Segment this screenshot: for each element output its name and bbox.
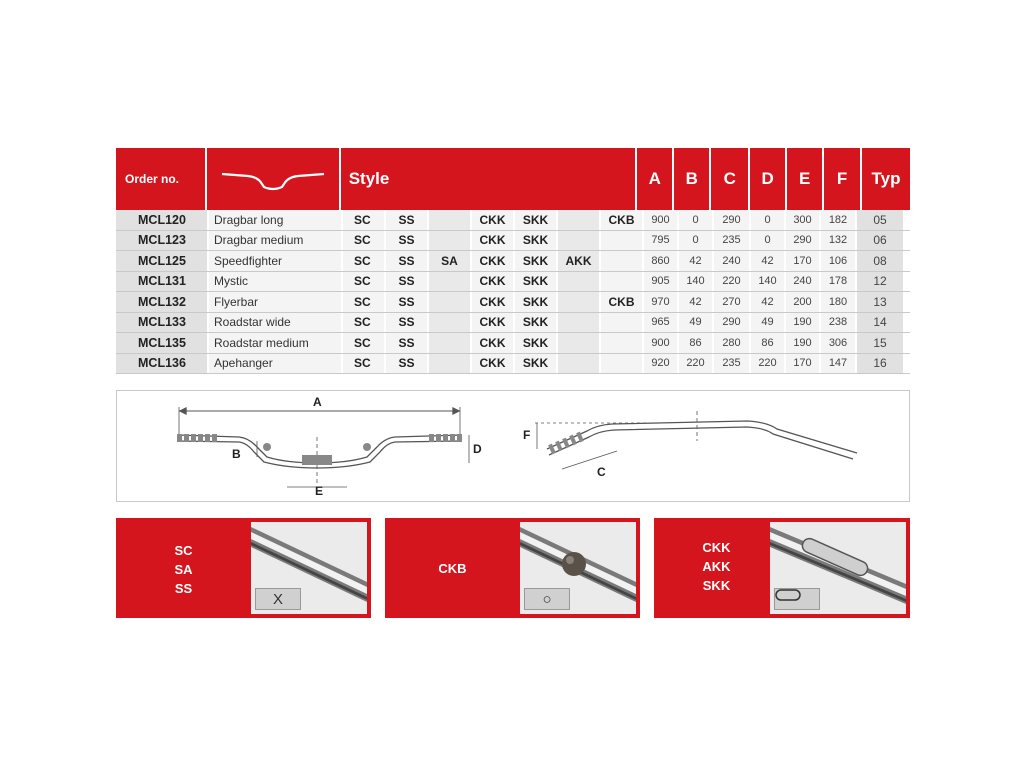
- dimension-label-c: C: [597, 465, 606, 479]
- order-no-cell: MCL123: [116, 231, 207, 251]
- bar-end-photo: [770, 522, 906, 614]
- dim-f-cell: 306: [819, 333, 855, 353]
- dim-e-cell: 190: [784, 313, 819, 333]
- dim-c-cell: 280: [712, 333, 749, 353]
- style-cell: SKK: [513, 210, 556, 230]
- dim-a-cell: 795: [642, 231, 677, 251]
- dim-a-cell: 965: [642, 313, 677, 333]
- table-row: [116, 292, 910, 313]
- style-cell: SKK: [513, 313, 556, 333]
- dim-d-cell: 42: [749, 292, 784, 312]
- dim-f-cell: 147: [819, 354, 855, 374]
- style-cell: SS: [384, 333, 427, 353]
- style-cell: SKK: [513, 354, 556, 374]
- style-cell: [556, 272, 599, 292]
- style-cell: SKK: [513, 231, 556, 251]
- style-cell: CKK: [470, 210, 513, 230]
- style-cell: [556, 210, 599, 230]
- dim-d-cell: 86: [749, 333, 784, 353]
- dim-c-cell: 235: [712, 354, 749, 374]
- model-name-cell: Roadstar medium: [207, 333, 341, 353]
- style-cell: [599, 251, 642, 271]
- style-cell: SS: [384, 210, 427, 230]
- model-name-cell: Mystic: [207, 272, 341, 292]
- style-cell: [599, 354, 642, 374]
- style-cell: CKK: [470, 354, 513, 374]
- dim-c-cell: 220: [712, 272, 749, 292]
- order-no-cell: MCL132: [116, 292, 207, 312]
- order-no-cell: MCL131: [116, 272, 207, 292]
- typ-cell: 05: [855, 210, 903, 230]
- table-row: [116, 272, 910, 293]
- dim-c-cell: 240: [712, 251, 749, 271]
- bar-end-photo: [520, 522, 636, 614]
- model-name-cell: Dragbar medium: [207, 231, 341, 251]
- style-cell: [599, 313, 642, 333]
- style-cell: [427, 231, 470, 251]
- dim-a-cell: 920: [642, 354, 677, 374]
- model-name-cell: Flyerbar: [207, 292, 341, 312]
- table-row: [116, 251, 910, 272]
- dimension-diagram: [116, 390, 910, 502]
- dim-e-cell: 290: [784, 231, 819, 251]
- style-cell: CKK: [470, 251, 513, 271]
- dim-f-cell: 178: [819, 272, 855, 292]
- style-cell: SC: [341, 251, 384, 271]
- style-cell: SKK: [513, 292, 556, 312]
- table-body: [116, 210, 910, 374]
- table-row: [116, 333, 910, 354]
- style-cell: [599, 231, 642, 251]
- style-header: Style: [341, 148, 636, 210]
- style-cell: SKK: [513, 251, 556, 271]
- dim-c-header: C: [711, 148, 748, 210]
- legend-code: CKB: [438, 561, 467, 576]
- dim-e-cell: 190: [784, 333, 819, 353]
- dim-b-cell: 0: [677, 231, 712, 251]
- style-cell: AKK: [556, 251, 599, 271]
- dim-a-cell: 900: [642, 210, 677, 230]
- style-cell: [427, 272, 470, 292]
- slot-symbol-icon: [774, 588, 820, 610]
- dim-e-cell: 170: [784, 251, 819, 271]
- dim-b-cell: 0: [677, 210, 712, 230]
- style-cell: [556, 292, 599, 312]
- dim-d-header: D: [750, 148, 785, 210]
- style-cell: [427, 292, 470, 312]
- dim-d-cell: 140: [749, 272, 784, 292]
- table-row: [116, 354, 910, 375]
- dim-e-header: E: [787, 148, 822, 210]
- style-cell: [427, 354, 470, 374]
- x-symbol-icon: X: [255, 588, 301, 610]
- dim-f-header: F: [824, 148, 860, 210]
- dim-a-cell: 860: [642, 251, 677, 271]
- dim-b-cell: 86: [677, 333, 712, 353]
- typ-cell: 15: [855, 333, 903, 353]
- order-no-cell: MCL133: [116, 313, 207, 333]
- legend-code: SS: [174, 581, 193, 596]
- model-name-cell: Speedfighter: [207, 251, 341, 271]
- dimension-label-d: D: [473, 442, 482, 456]
- table-header: [116, 148, 910, 210]
- legend-codes: [425, 559, 480, 578]
- dim-c-cell: 270: [712, 292, 749, 312]
- style-cell: CKK: [470, 313, 513, 333]
- dim-f-cell: 182: [819, 210, 855, 230]
- style-cell: [427, 313, 470, 333]
- style-cell: SS: [384, 354, 427, 374]
- style-cell: SC: [341, 231, 384, 251]
- style-cell: [556, 354, 599, 374]
- dimension-label-b: B: [232, 447, 241, 461]
- dim-d-cell: 49: [749, 313, 784, 333]
- legend-code: SC: [174, 543, 193, 558]
- legend-code: CKK: [702, 540, 731, 555]
- style-cell: [556, 333, 599, 353]
- style-cell: SS: [384, 272, 427, 292]
- legend-code: SKK: [702, 578, 731, 593]
- dim-b-cell: 140: [677, 272, 712, 292]
- dim-d-cell: 42: [749, 251, 784, 271]
- legend-codes: [689, 538, 744, 595]
- dim-f-cell: 132: [819, 231, 855, 251]
- style-cell: CKK: [470, 231, 513, 251]
- dim-e-cell: 170: [784, 354, 819, 374]
- style-cell: CKK: [470, 292, 513, 312]
- handlebar-table: [116, 148, 910, 374]
- dim-b-cell: 49: [677, 313, 712, 333]
- typ-cell: 13: [855, 292, 903, 312]
- legend-code: AKK: [702, 559, 731, 574]
- style-cell: SC: [341, 210, 384, 230]
- typ-cell: 12: [855, 272, 903, 292]
- style-cell: SS: [384, 231, 427, 251]
- order-no-cell: MCL135: [116, 333, 207, 353]
- dim-a-cell: 905: [642, 272, 677, 292]
- style-cell: SC: [341, 292, 384, 312]
- typ-cell: 16: [855, 354, 903, 374]
- dim-a-cell: 900: [642, 333, 677, 353]
- dim-c-cell: 235: [712, 231, 749, 251]
- style-cell: SKK: [513, 272, 556, 292]
- order-no-header: Order no.: [116, 148, 205, 210]
- style-cell: SC: [341, 333, 384, 353]
- dim-c-cell: 290: [712, 210, 749, 230]
- order-no-cell: MCL120: [116, 210, 207, 230]
- typ-header: Typ: [862, 148, 910, 210]
- typ-cell: 06: [855, 231, 903, 251]
- style-cell: [556, 313, 599, 333]
- dim-a-header: A: [637, 148, 672, 210]
- style-cell: CKK: [470, 333, 513, 353]
- style-cell: SS: [384, 313, 427, 333]
- style-cell: SC: [341, 272, 384, 292]
- legend-code: SA: [174, 562, 193, 577]
- style-cell: SS: [384, 292, 427, 312]
- typ-cell: 08: [855, 251, 903, 271]
- style-cell: CKB: [599, 210, 642, 230]
- legend-box-ckb: [385, 518, 640, 618]
- bar-end-photo: [251, 522, 367, 614]
- style-cell: SC: [341, 354, 384, 374]
- model-name-cell: Apehanger: [207, 354, 341, 374]
- style-cell: [599, 333, 642, 353]
- style-cell: [556, 231, 599, 251]
- legend-codes: [156, 541, 211, 598]
- dim-b-cell: 220: [677, 354, 712, 374]
- legend-box-sc-sa-ss: [116, 518, 371, 618]
- handlebar-shape-icon: [207, 148, 339, 210]
- table-row: [116, 313, 910, 334]
- dim-b-header: B: [674, 148, 709, 210]
- style-cell: SC: [341, 313, 384, 333]
- dim-e-cell: 240: [784, 272, 819, 292]
- dim-d-cell: 0: [749, 231, 784, 251]
- style-cell: SS: [384, 251, 427, 271]
- dim-b-cell: 42: [677, 251, 712, 271]
- style-cell: CKB: [599, 292, 642, 312]
- dim-e-cell: 300: [784, 210, 819, 230]
- order-no-cell: MCL125: [116, 251, 207, 271]
- circle-symbol-icon: ○: [524, 588, 570, 610]
- model-name-cell: Roadstar wide: [207, 313, 341, 333]
- style-cell: [427, 210, 470, 230]
- style-cell: [427, 333, 470, 353]
- dim-f-cell: 238: [819, 313, 855, 333]
- dim-a-cell: 970: [642, 292, 677, 312]
- table-row: [116, 231, 910, 252]
- style-cell: CKK: [470, 272, 513, 292]
- dim-c-cell: 290: [712, 313, 749, 333]
- style-cell: SA: [427, 251, 470, 271]
- typ-cell: 14: [855, 313, 903, 333]
- style-cell: SKK: [513, 333, 556, 353]
- model-name-cell: Dragbar long: [207, 210, 341, 230]
- dim-b-cell: 42: [677, 292, 712, 312]
- dim-d-cell: 220: [749, 354, 784, 374]
- order-no-cell: MCL136: [116, 354, 207, 374]
- dim-f-cell: 106: [819, 251, 855, 271]
- dimension-label-a: A: [313, 395, 322, 409]
- dim-d-cell: 0: [749, 210, 784, 230]
- dim-e-cell: 200: [784, 292, 819, 312]
- style-cell: [599, 272, 642, 292]
- legend-box-ckk-akk-skk: [654, 518, 910, 618]
- dimension-label-e: E: [315, 484, 324, 498]
- dim-f-cell: 180: [819, 292, 855, 312]
- dimension-label-f: F: [523, 428, 531, 442]
- table-row: [116, 210, 910, 231]
